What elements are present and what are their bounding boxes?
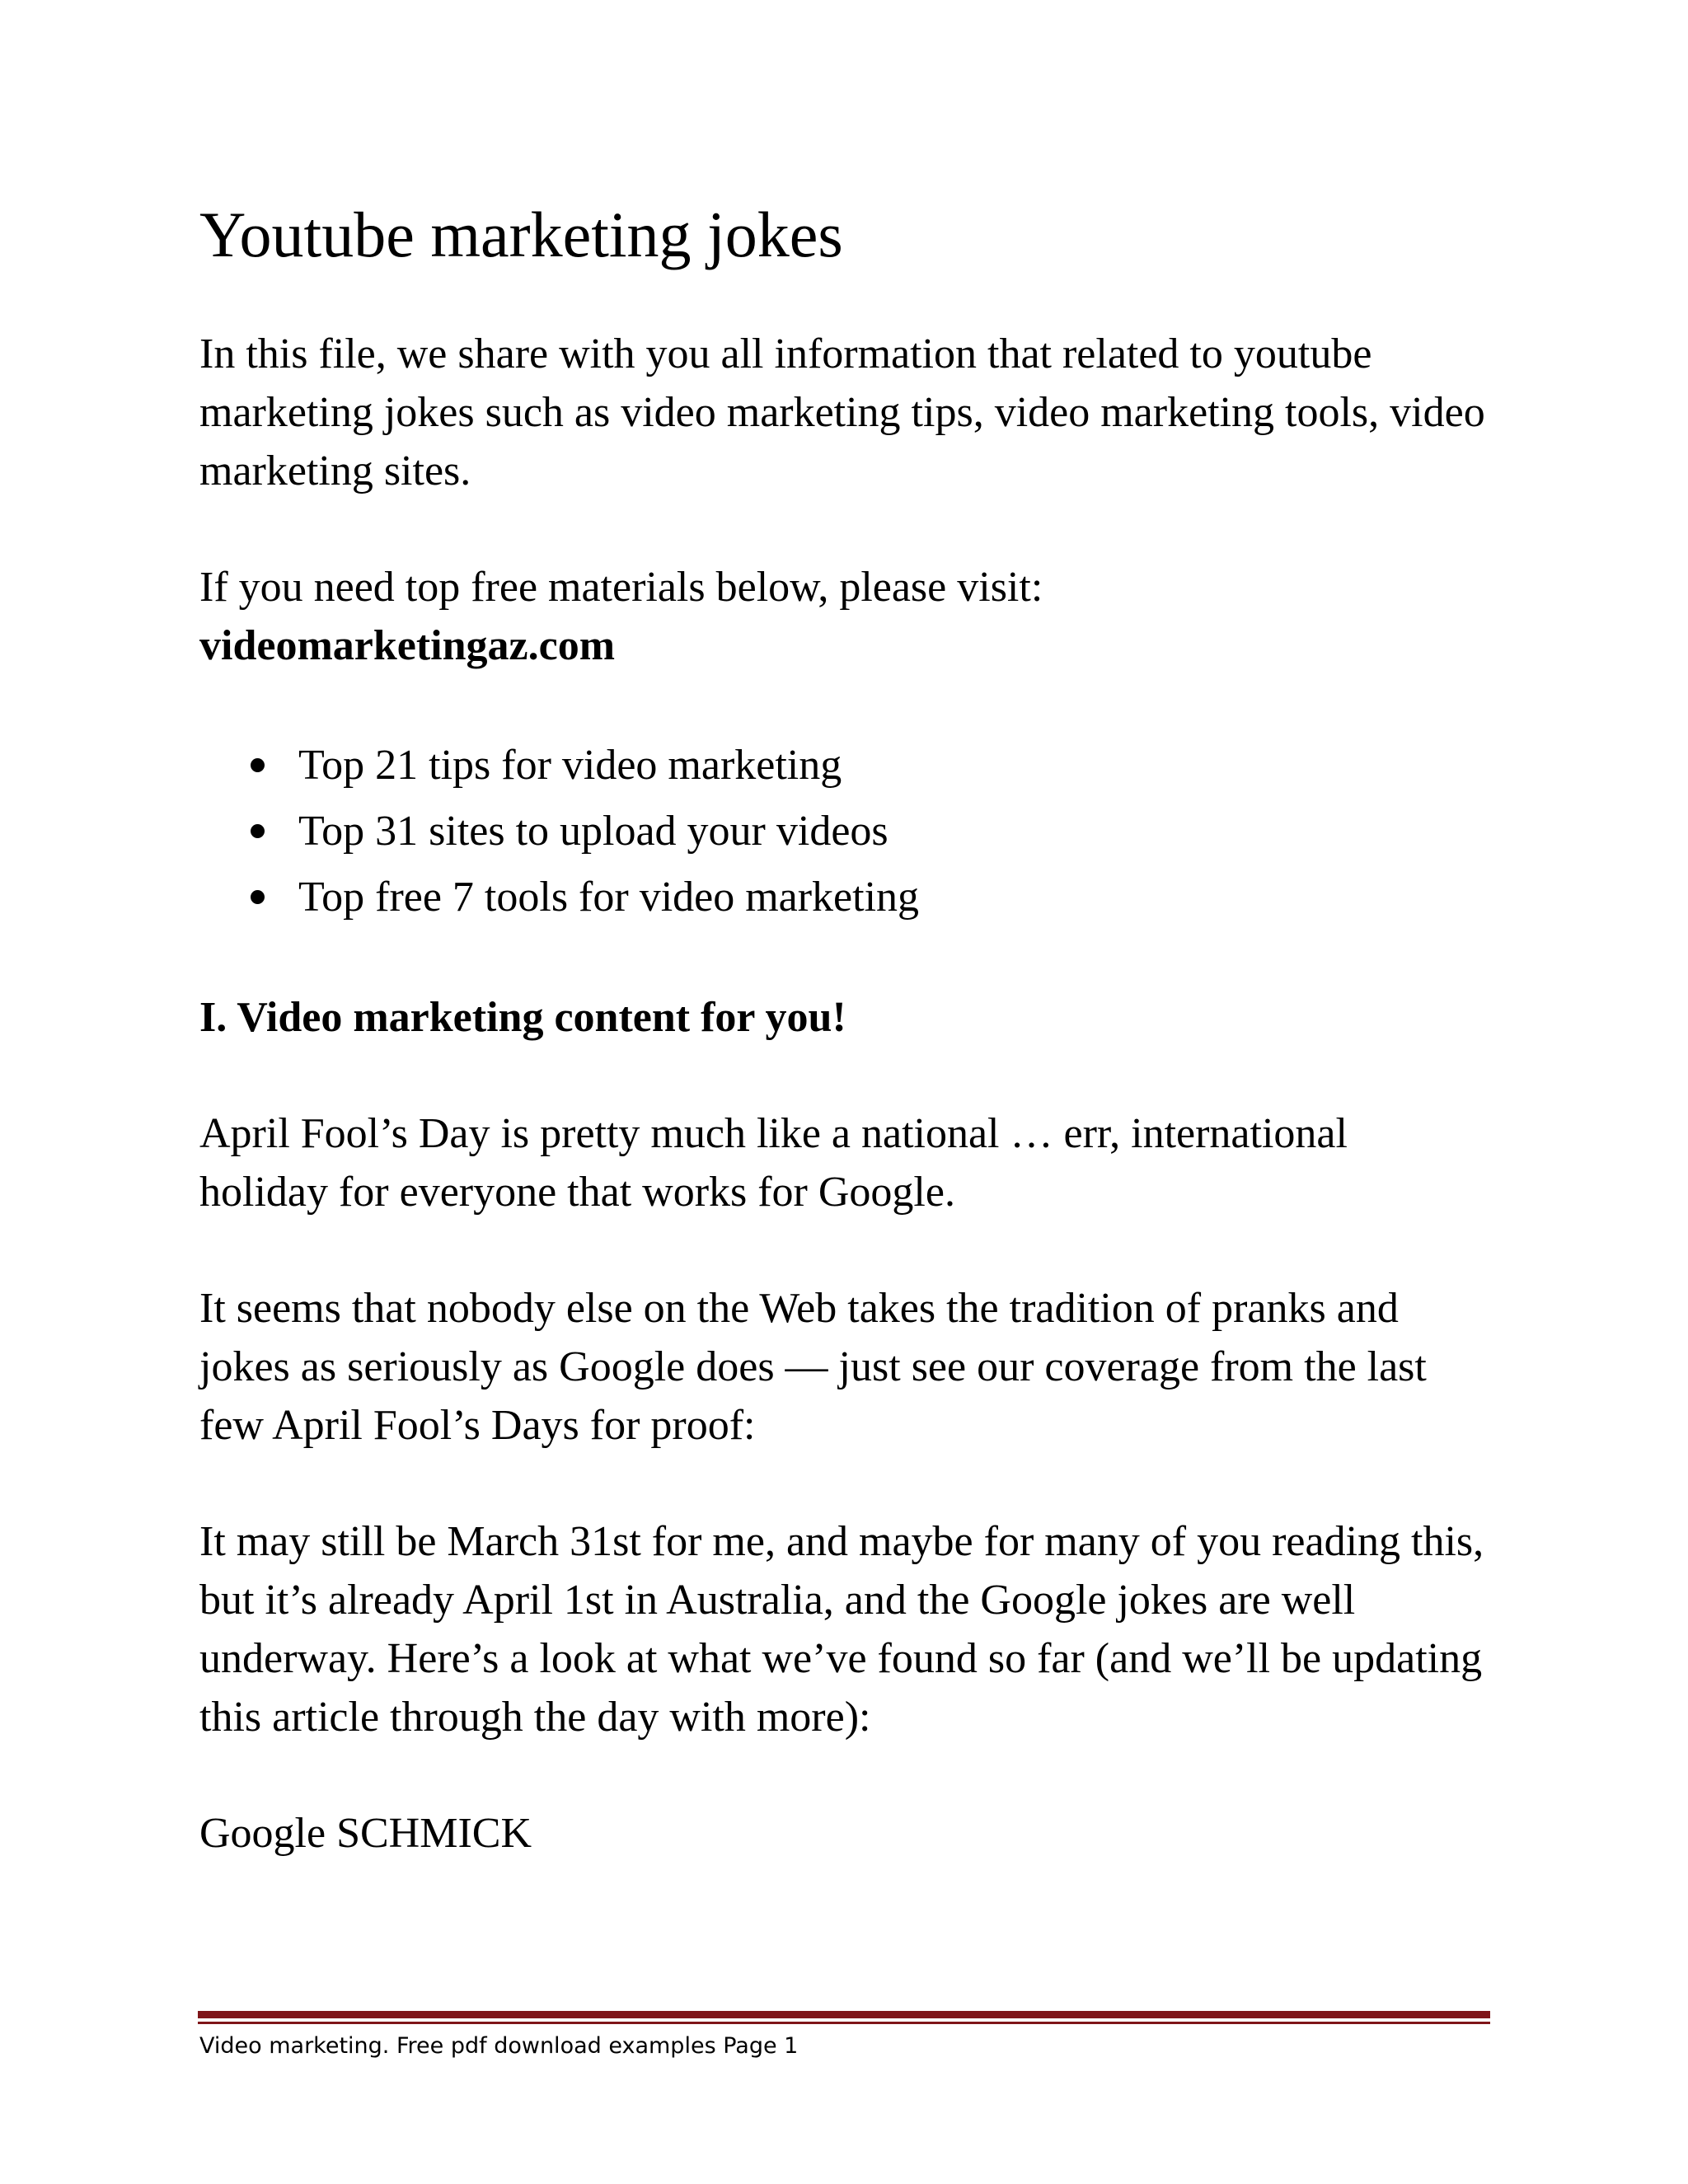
document-title: Youtube marketing jokes	[199, 199, 843, 270]
intro-paragraph: In this file, we share with you all information that related to youtube marketing jokes such as video marketing tips, video marketing tools, video marketing sites.	[199, 330, 1485, 494]
section-heading: I. Video marketing content for you!	[199, 993, 846, 1041]
list-item	[199, 733, 1485, 799]
materials-list	[199, 733, 1485, 930]
footer-rule-thick	[198, 2011, 1490, 2018]
bullet-icon	[251, 890, 265, 904]
list-item-text: Top 21 tips for video marketing	[298, 741, 842, 789]
body-paragraph-4: Google SCHMICK	[199, 1809, 532, 1857]
footer-rule-thin	[198, 2022, 1490, 2024]
body-paragraph-1: April Fool’s Day is pretty much like a national … err, international holiday for everyone that works for Google.	[199, 1109, 1348, 1216]
list-item-text: Top 31 sites to upload your videos	[298, 807, 889, 855]
document-body	[199, 198, 1485, 1920]
body-paragraph-3: It may still be March 31st for me, and maybe for many of you reading this, but it’s already April 1st in Australia, and the Google jokes are well underway. Here’s a look at what we’ve found so far (and we’ll be updating this article through the day with more):	[199, 1517, 1484, 1741]
list-item-text: Top free 7 tools for video marketing	[298, 873, 920, 921]
list-item	[199, 865, 1485, 930]
visit-link[interactable]: videomarketingaz.com	[199, 621, 616, 669]
list-item	[199, 799, 1485, 865]
body-paragraph-2: It seems that nobody else on the Web takes the tradition of pranks and jokes as seriously as Google does — just see our coverage from the last few April Fool’s Days for proof:	[199, 1284, 1427, 1449]
visit-paragraph	[199, 558, 1485, 675]
bullet-icon	[251, 824, 265, 838]
footer-text: Video marketing. Free pdf download examples Page 1	[199, 2033, 799, 2059]
visit-text: If you need top free materials below, please visit:	[199, 563, 1043, 611]
bullet-icon	[251, 758, 265, 772]
